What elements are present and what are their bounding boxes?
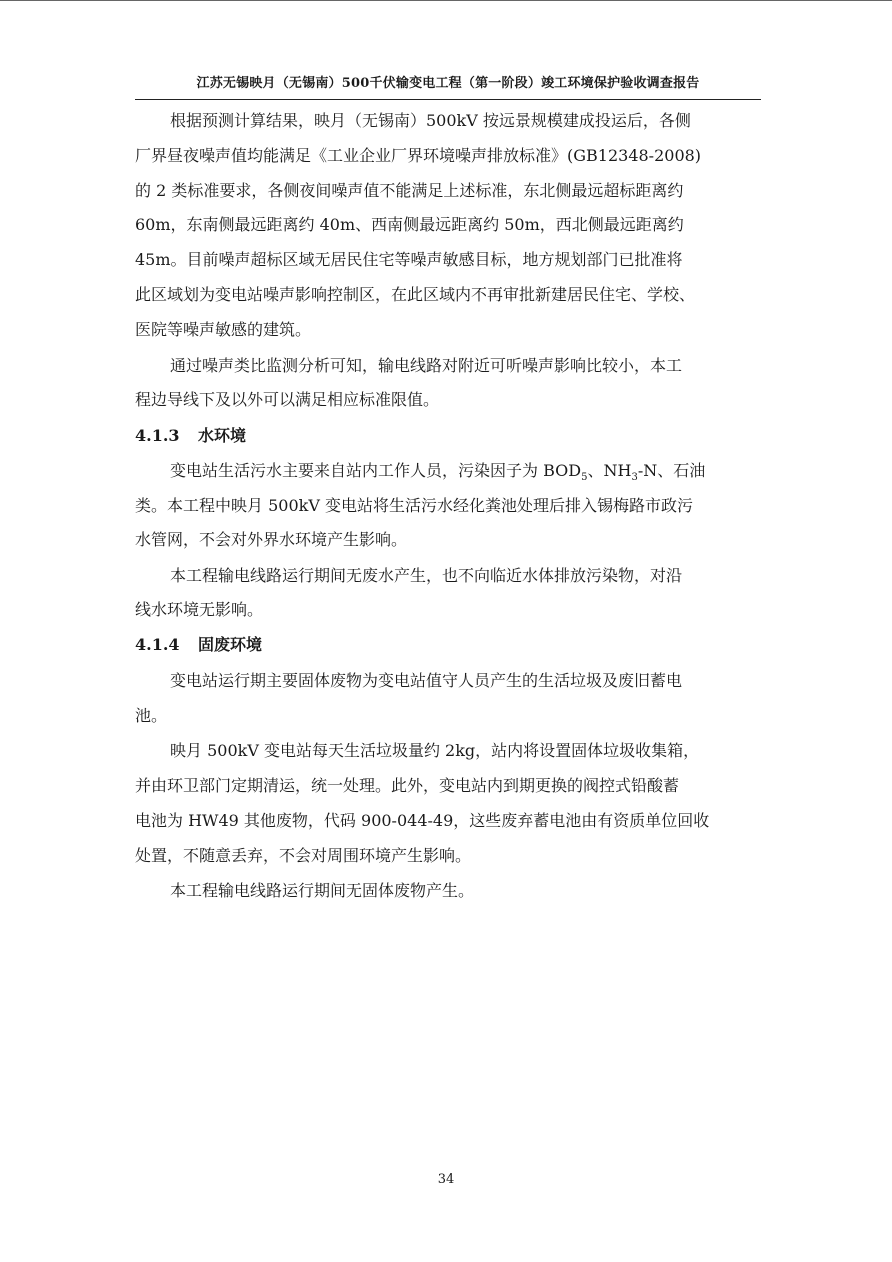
text-line: 的 2 类标准要求，各侧夜间噪声值不能满足上述标准，东北侧最远超标距离约 <box>135 181 684 200</box>
text-line: 处置，不随意丢弃，不会对周围环境产生影响。 <box>135 846 472 865</box>
header-divider <box>135 99 761 100</box>
text-line: 类。本工程中映月 500kV 变电站将生活污水经化粪池处理后排入锡梅路市政污 <box>135 496 693 515</box>
text-line: 此区域划为变电站噪声影响控制区，在此区域内不再审批新建居民住宅、学校、 <box>135 285 696 304</box>
page-top-border <box>0 0 892 1</box>
section-number: 4.1.4 <box>135 635 180 654</box>
text-line: 映月 500kV 变电站每天生活垃圾量约 2kg，站内将设置固体垃圾收集箱， <box>170 741 700 760</box>
section-title: 固废环境 <box>198 635 263 654</box>
text-line: 60m，东南侧最远距离约 40m、西南侧最远距离约 50m，西北侧最远距离约 <box>135 215 684 234</box>
text-line: 池。 <box>135 706 168 725</box>
text-line: 程边导线下及以外可以满足相应标准限值。 <box>135 390 440 409</box>
text-line: 变电站运行期主要固体废物为变电站值守人员产生的生活垃圾及废旧蓄电 <box>170 671 683 690</box>
section-number: 4.1.3 <box>135 426 180 445</box>
text-line: 并由环卫部门定期清运，统一处理。此外，变电站内到期更换的阀控式铅酸蓄 <box>135 776 680 795</box>
section-heading-solid-waste <box>135 635 262 655</box>
section-title: 水环境 <box>198 426 247 445</box>
text-line: 水管网，不会对外界水环境产生影响。 <box>135 530 408 549</box>
running-header: 江苏无锡映月（无锡南）500千伏输变电工程（第一阶段）竣工环境保护验收调查报告 <box>196 76 700 91</box>
text-line-pollutants: 变电站生活污水主要来自站内工作人员，污染因子为 $BOD_5$、$NH_3-N$、石油 <box>170 461 706 484</box>
text-line: 电池为 HW49 其他废物，代码 900-044-49，这些废弃蓄电池由有资质单位回收 <box>135 811 710 830</box>
section-heading-water <box>135 426 246 446</box>
text-line: 通过噪声类比监测分析可知，输电线路对附近可听噪声影响比较小，本工 <box>170 356 683 375</box>
text-line: 厂界昼夜噪声值均能满足《工业企业厂界环境噪声排放标准》(GB12348-2008) <box>135 146 702 165</box>
text-line: 根据预测计算结果，映月（无锡南）500kV 按远景规模建成投运后，各侧 <box>170 111 691 130</box>
text-line: 本工程输电线路运行期间无废水产生，也不向临近水体排放污染物，对沿 <box>170 566 683 585</box>
text-line: 线水环境无影响。 <box>135 600 264 619</box>
text-line: 45m。目前噪声超标区域无居民住宅等噪声敏感目标，地方规划部门已批准将 <box>135 250 683 269</box>
text-line: 本工程输电线路运行期间无固体废物产生。 <box>170 881 475 900</box>
text-line: 医院等噪声敏感的建筑。 <box>135 320 312 339</box>
page-number: 34 <box>437 1172 455 1187</box>
